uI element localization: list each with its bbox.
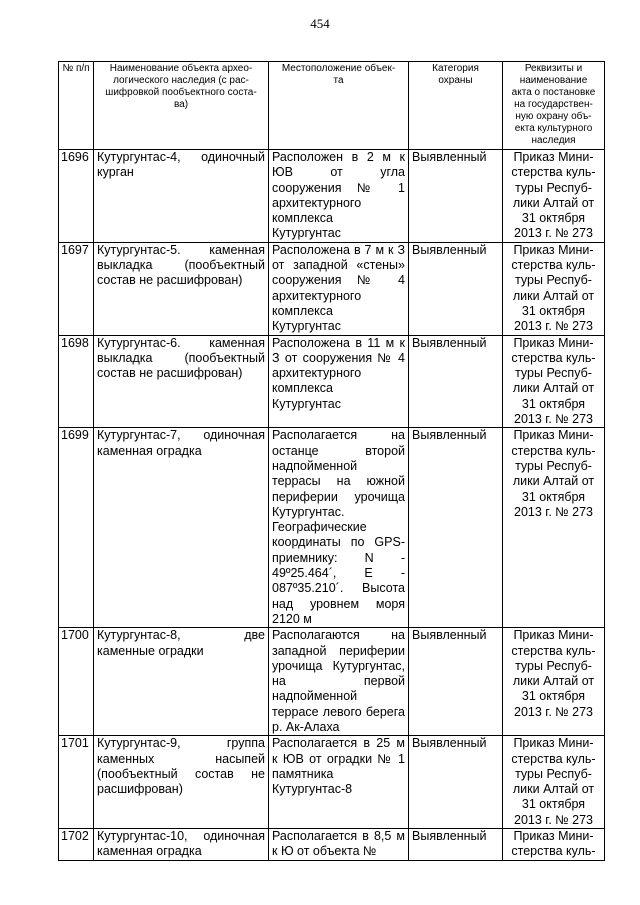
heritage-registry-table (58, 61, 605, 861)
row-number: 1700 (59, 628, 94, 736)
object-location: Располагается в 25 м к ЮВ от оградки № 1 памятника Кутургунтас-8 (269, 736, 409, 829)
act-requisites: Приказ Мини- стерства куль- туры Респуб- лики Алтай от 31 октября 2013 г. № 273 (503, 150, 605, 243)
table-row (59, 628, 605, 736)
protection-category: Выявленный (409, 628, 503, 736)
table-row (59, 428, 605, 628)
object-name: Кутургунтас-4, одиночный курган (94, 150, 269, 243)
object-name: Кутургунтас-10, одиночная каменная оградка (94, 829, 269, 861)
page-number: 454 (310, 16, 330, 31)
table-row (59, 150, 605, 243)
act-requisites: Приказ Мини- стерства куль- туры Респуб- лики Алтай от 31 октября 2013 г. № 273 (503, 736, 605, 829)
object-location: Расположена в 11 м к З от сооружения № 4 архитектурного комплекса Кутургунтас (269, 335, 409, 428)
object-location: Расположена в 7 м к З от западной «стены» сооружения № 4 архитектурного комплекса Кутургунтас (269, 242, 409, 335)
object-name: Кутургунтас-6. каменная выкладка (пообъектный состав не расшифрован) (94, 335, 269, 428)
table-row (59, 736, 605, 829)
table-row (59, 335, 605, 428)
row-number: 1696 (59, 150, 94, 243)
object-name: Кутургунтас-9, группа каменных насыпей (пообъектный состав не расшифрован) (94, 736, 269, 829)
table-row (59, 829, 605, 861)
header-num: № п/п (59, 62, 94, 150)
row-number: 1698 (59, 335, 94, 428)
act-requisites: Приказ Мини- стерства куль- туры Респуб- лики Алтай от 31 октября 2013 г. № 273 (503, 628, 605, 736)
act-requisites: Приказ Мини- стерства куль- туры Респуб- лики Алтай от 31 октября 2013 г. № 273 (503, 242, 605, 335)
object-location: Располагаются на западной периферии урочища Кутургунтас, на первой надпойменной террасе левого берега р. Ак-Алаха (269, 628, 409, 736)
table-row (59, 242, 605, 335)
act-requisites: Приказ Мини- стерства куль- туры Респуб- лики Алтай от 31 октября 2013 г. № 273 (503, 428, 605, 628)
protection-category: Выявленный (409, 428, 503, 628)
header-name: Наименование объекта архео- логического наследия (с рас- шифровкой пообъектного соста- ва) (94, 62, 269, 150)
object-location: Располагается в 8,5 м к Ю от объекта № (269, 829, 409, 861)
row-number: 1697 (59, 242, 94, 335)
protection-category: Выявленный (409, 335, 503, 428)
table-header-row (59, 62, 605, 150)
protection-category: Выявленный (409, 829, 503, 861)
object-location: Располагается на останце второй надпойменной террасы на южной периферии урочища Кутургунтас. Географические координаты по GPS-приемнику: N - 49º25.464´, E - 087º35.210´. Высота над уровнем моря 2120 м (269, 428, 409, 628)
object-name: Кутургунтас-8, две каменные оградки (94, 628, 269, 736)
protection-category: Выявленный (409, 242, 503, 335)
row-number: 1701 (59, 736, 94, 829)
protection-category: Выявленный (409, 736, 503, 829)
object-location: Расположен в 2 м к ЮВ от угла сооружения № 1 архитектурного комплекса Кутургунтас (269, 150, 409, 243)
row-number: 1702 (59, 829, 94, 861)
header-category: Категория охраны (409, 62, 503, 150)
row-number: 1699 (59, 428, 94, 628)
header-location: Местоположение объек- та (269, 62, 409, 150)
protection-category: Выявленный (409, 150, 503, 243)
header-requisites: Реквизиты и наименование акта о постановке на государствен- ную охрану объ- екта культурного наследия (503, 62, 605, 150)
act-requisites: Приказ Мини- стерства куль- (503, 829, 605, 861)
object-name: Кутургунтас-7, одиночная каменная оградка (94, 428, 269, 628)
object-name: Кутургунтас-5. каменная выкладка (пообъектный состав не расшифрован) (94, 242, 269, 335)
act-requisites: Приказ Мини- стерства куль- туры Респуб- лики Алтай от 31 октября 2013 г. № 273 (503, 335, 605, 428)
